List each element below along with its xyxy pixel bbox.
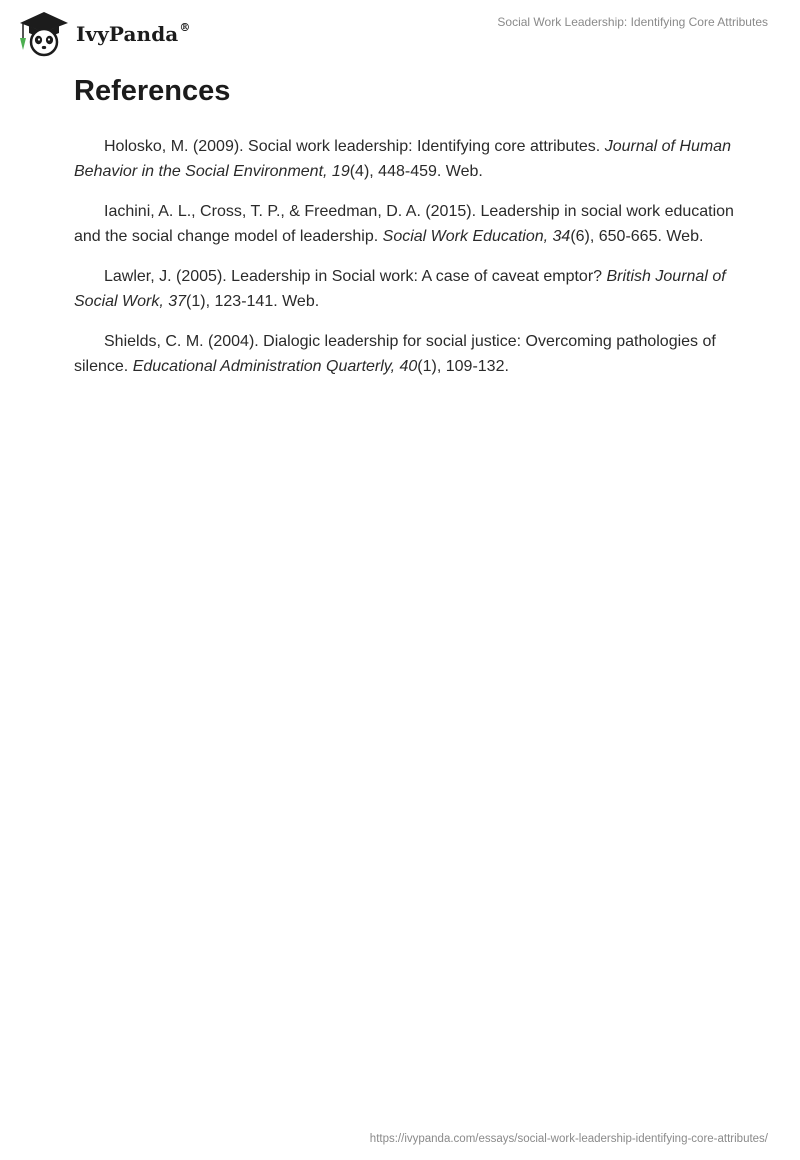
reference-journal: Social Work Education, 34	[382, 228, 571, 245]
reference-citation: Holosko, M. (2009). Social work leadership: Identifying core attributes.	[104, 138, 605, 155]
registered-mark: ®	[179, 21, 191, 35]
reference-details: (4), 448-459. Web.	[349, 163, 483, 180]
reference-journal: Journal of Human Behavior in the Social Environment, 19	[74, 138, 731, 180]
brand-name	[76, 22, 190, 46]
document-body	[74, 72, 734, 394]
reference-entry	[74, 199, 734, 249]
references-heading: References	[74, 75, 231, 107]
reference-details: (1), 123-141. Web.	[186, 293, 320, 310]
ivypanda-logo[interactable]	[14, 8, 190, 58]
page-header	[0, 0, 800, 60]
reference-list	[74, 134, 734, 379]
reference-details: (6), 650-665. Web.	[570, 228, 704, 245]
panda-graduate-icon	[14, 8, 74, 58]
source-url[interactable]: https://ivypanda.com/essays/social-work-leadership-identifying-core-attributes/	[369, 1133, 768, 1145]
brand-text: IvyPanda	[76, 22, 179, 46]
reference-entry	[74, 329, 734, 379]
reference-details: (1), 109-132.	[417, 358, 509, 375]
reference-journal: Educational Administration Quarterly, 40	[132, 358, 418, 375]
reference-citation: Lawler, J. (2005). Leadership in Social work: A case of caveat emptor?	[104, 268, 607, 285]
reference-entry	[74, 134, 734, 184]
reference-citation: Iachini, A. L., Cross, T. P., & Freedman, D. A. (2015). Leadership in social work education and the social change model of leadership.	[74, 203, 734, 245]
reference-journal: British Journal of Social Work, 37	[74, 268, 726, 310]
reference-entry	[74, 264, 734, 314]
reference-citation: Shields, C. M. (2004). Dialogic leadership for social justice: Overcoming pathologies of silence.	[74, 333, 716, 375]
running-head: Social Work Leadership: Identifying Core Attributes	[497, 15, 768, 29]
